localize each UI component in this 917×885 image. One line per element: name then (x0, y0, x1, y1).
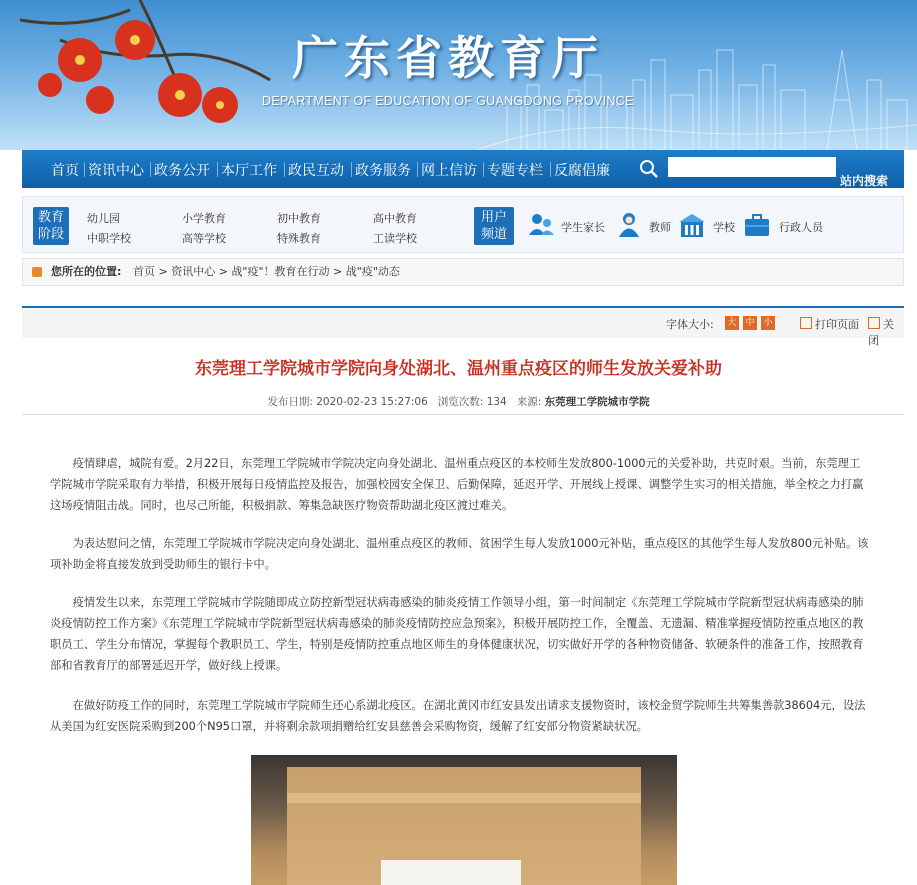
publish-date: 2020-02-23 15:27:06 (316, 396, 428, 408)
article-paragraph: 疫情发生以来，东莞理工学院城市学院随即成立防控新型冠状病毒感染的肺炎疫情工作领导小组，第一时间制定《东莞理工学院城市学院新型冠状病毒感染的肺炎疫情防控工作方案》《东莞理工学院城市学院新型冠状病毒感染的肺炎疫情防控应急预案》，积极开展防控工作，全覆盖、无遗漏、精准掌握疫情防控重点地区的教职员工、学生分布情况，掌握每个教职员工、学生，特别是疫情防控重点地区师生的身体健康状况，切实做好开学的各种物资储备、软硬条件的准备工作，按照教育部和省教育厅的部署延迟开学，做好线上授课。 (50, 596, 864, 672)
article-photo-supply-boxes (251, 755, 677, 885)
main-navigation (22, 150, 904, 188)
stage-link-reform-school[interactable]: 工读学校 (373, 232, 417, 245)
divider (22, 414, 904, 415)
breadcrumb-item-home[interactable]: 首页 (133, 265, 155, 278)
nav-item-news-center[interactable]: 资讯中心 (88, 163, 144, 179)
user-link-parents[interactable]: 学生家长 (561, 221, 605, 234)
print-icon (800, 317, 812, 329)
publish-date-label: 发布日期: (267, 396, 313, 408)
nav-item-anticorruption[interactable]: 反腐倡廉 (554, 163, 610, 179)
article-paragraph: 为表达慰问之情，东莞理工学院城市学院决定向身处湖北、温州重点疫区的教师、贫困学生每人发放1000元补贴，重点疫区的其他学生每人发放800元补贴。该项补助金将直接发放到受助师生的银行卡中。 (50, 537, 869, 571)
search-button[interactable]: 站内搜索 (840, 174, 889, 188)
nav-item-department-work[interactable]: 本厅工作 (221, 163, 277, 179)
font-size-medium-button[interactable]: 中 (743, 316, 757, 330)
packing-tape (287, 793, 641, 803)
box-label (381, 860, 521, 885)
kapok-flowers-graphic (20, 0, 280, 145)
stage-link-kindergarten[interactable]: 幼儿园 (87, 212, 120, 225)
user-link-schools[interactable]: 学校 (713, 221, 735, 234)
article-tools-bar (22, 306, 904, 347)
user-link-teachers[interactable]: 教师 (649, 221, 671, 234)
breadcrumb-item-education-in-action[interactable]: 战"疫"！教育在行动 (231, 265, 330, 278)
education-stage-tag-line2: 阶段 (37, 227, 64, 242)
stage-link-junior-high[interactable]: 初中教育 (277, 212, 321, 225)
breadcrumb-separator: > (333, 265, 343, 278)
stage-link-special-ed[interactable]: 特殊教育 (277, 232, 321, 245)
breadcrumb (22, 258, 904, 286)
breadcrumb-separator: > (218, 265, 228, 278)
teacher-icon[interactable] (615, 210, 643, 238)
print-page-button[interactable] (800, 316, 859, 332)
font-size-label: 字体大小: (666, 318, 714, 331)
breadcrumb-separator: > (158, 265, 168, 278)
site-banner (0, 0, 917, 150)
site-subtitle: DEPARTMENT OF EDUCATION OF GUANGDONG PROVINCE (262, 94, 634, 108)
views-label: 浏览次数: (437, 396, 484, 408)
close-icon (868, 317, 880, 329)
nav-item-home[interactable]: 首页 (51, 163, 79, 179)
search-input[interactable] (668, 157, 836, 177)
nav-item-interaction[interactable]: 政民互动 (288, 163, 344, 179)
education-stage-tag (33, 207, 69, 245)
nav-item-public-affairs[interactable]: 政务公开 (154, 163, 210, 179)
audience-bar (22, 196, 904, 253)
article-paragraph: 在做好防疫工作的同时，东莞理工学院城市学院师生还心系湖北疫区。在湖北黄冈市红安县发出请求支援物资时，该校金贸学院师生共筹集善款38604元，设法从美国为红安医院采购到200个N95口罩，并将剩余款项捐赠给红安县慈善会采购物资，缓解了红安部分物资紧缺状况。 (50, 699, 866, 733)
font-size-small-button[interactable]: 小 (761, 316, 775, 330)
parents-icon[interactable] (527, 211, 555, 239)
nav-item-petition[interactable]: 网上信访 (421, 163, 477, 179)
breadcrumb-path (133, 259, 400, 285)
admin-staff-icon[interactable] (743, 211, 771, 239)
user-channel-tag-line2: 频道 (480, 227, 507, 242)
article-title: 东莞理工学院城市学院向身处湖北、温州重点疫区的师生发放关爱补助 (195, 359, 722, 379)
site-title: 广东省教育厅 (292, 31, 604, 85)
location-pin-icon (32, 267, 42, 277)
breadcrumb-item-news-center[interactable]: 资讯中心 (171, 265, 216, 278)
print-page-label: 打印页面 (815, 318, 859, 331)
article-meta (0, 394, 917, 409)
user-channel-tag-line1: 用户 (480, 210, 507, 225)
stage-link-vocational[interactable]: 中职学校 (87, 232, 131, 245)
stage-link-primary[interactable]: 小学教育 (182, 212, 226, 225)
stage-link-senior-high[interactable]: 高中教育 (373, 212, 417, 225)
stage-link-higher-ed[interactable]: 高等学校 (182, 232, 226, 245)
nav-item-special-topics[interactable]: 专题专栏 (487, 163, 543, 179)
school-icon[interactable] (678, 211, 706, 239)
article-paragraph: 疫情肆虐，城院有爱。2月22日，东莞理工学院城市学院决定向身处湖北、温州重点疫区的本校师生发放800-1000元的关爱补助，共克时艰。当前，东莞理工学院城市学院采取有力举措，积极开展每日疫情监控及报告，加强校园安全保卫、后勤保障，延迟开学、开展线上授课、调整学生实习的相关措施，举全校之力打赢这场疫情阻击战。同时，也尽己所能，积极捐款、筹集急缺医疗物资帮助湖北疫区渡过难关。 (50, 457, 864, 512)
education-stage-tag-line1: 教育 (37, 210, 64, 225)
source-label: 来源: (516, 396, 542, 408)
source-name: 东莞理工学院城市学院 (544, 396, 650, 408)
user-link-admin-staff[interactable]: 行政人员 (779, 221, 823, 234)
nav-item-services[interactable]: 政务服务 (355, 163, 411, 179)
user-channel-tag (474, 207, 514, 245)
close-page-button[interactable] (868, 316, 904, 348)
font-size-large-button[interactable]: 大 (725, 316, 739, 330)
views-count: 134 (486, 396, 507, 408)
breadcrumb-item-epidemic-news[interactable]: 战"疫"动态 (345, 265, 400, 278)
search-icon[interactable] (638, 158, 660, 180)
breadcrumb-label: 您所在的位置: (51, 265, 122, 278)
close-page-label: 关闭 (868, 318, 894, 347)
